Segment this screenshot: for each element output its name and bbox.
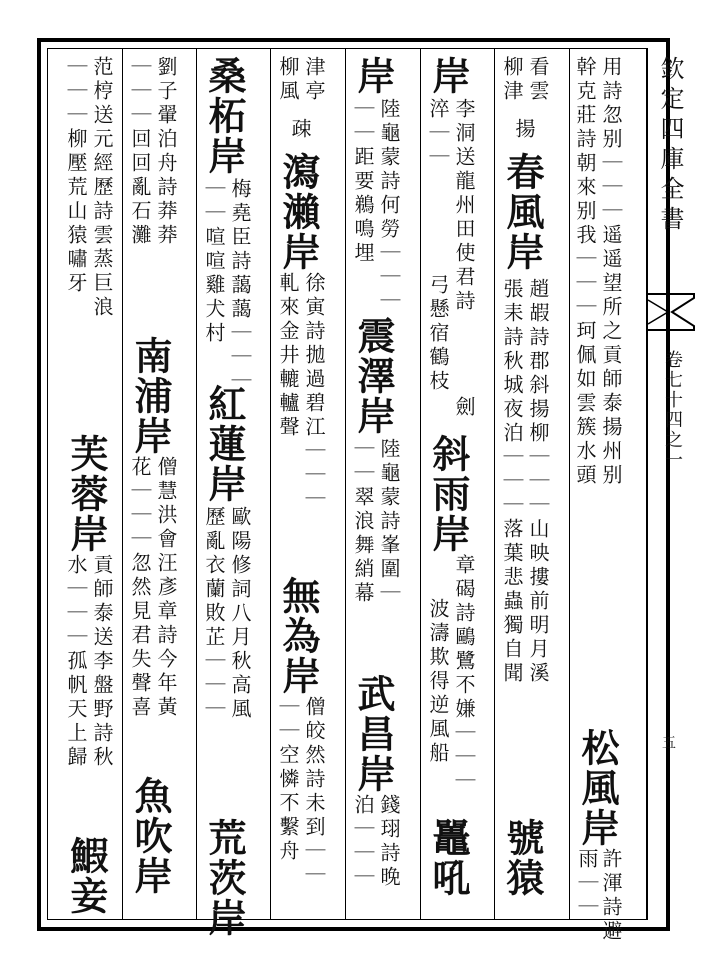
- column-rule: [270, 49, 271, 919]
- text-line: ｜｜喧喧雞犬村: [202, 178, 226, 346]
- text-line: 劍: [452, 396, 476, 420]
- text-line: 弓懸宿鶴枝: [426, 274, 450, 394]
- text-column-2: [496, 56, 548, 912]
- text-line: 許渾詩避: [599, 848, 623, 944]
- text-line: 柳津: [500, 56, 524, 104]
- text-line: 淬｜｜: [426, 98, 450, 170]
- text-line: 錢珝詩晚: [377, 794, 401, 890]
- text-column-7: [124, 56, 176, 912]
- text-column-1: [571, 56, 623, 944]
- text-line: 看雲: [526, 56, 550, 104]
- text-line: ｜｜翠浪舞綃幕: [351, 438, 375, 606]
- column-rule: [196, 49, 197, 919]
- column-rule: [122, 49, 123, 919]
- text-line: 泊｜｜｜: [351, 794, 375, 890]
- text-line: 花｜｜｜忽然見君失聲喜: [128, 456, 152, 720]
- text-column-4: [347, 56, 399, 912]
- margin-separator: [646, 48, 648, 920]
- text-line: ｜｜｜柳壓荒山猿嘯牙: [64, 56, 88, 296]
- entry-heading: 桑柘岸: [202, 56, 247, 176]
- entry-heading: 春風岸: [500, 152, 545, 272]
- text-line: 李洞送龍州田使君詩: [452, 98, 476, 314]
- text-column-5: [272, 56, 324, 912]
- entry-heading: 南浦岸: [128, 336, 173, 456]
- text-line: 用詩忽别｜｜｜遥遥望所之貢師泰揚州别: [599, 56, 623, 488]
- text-line: 僧皎然詩未到｜｜: [302, 696, 326, 888]
- text-line: 章碣詩鷗鷺不嫌｜｜｜: [452, 554, 476, 794]
- text-line: 徐寅詩拋過碧江｜｜｜: [302, 272, 326, 512]
- text-line: 水｜｜｜孤帆天上歸: [64, 554, 88, 770]
- entry-heading: 魚吹岸: [128, 776, 173, 896]
- entry-heading: 號猿: [500, 818, 545, 898]
- text-line: 趙嘏詩郡斜揚柳｜｜｜山映摟前明月溪: [526, 278, 550, 686]
- text-line: 津亭: [302, 56, 326, 104]
- entry-heading: 斜雨岸: [426, 434, 471, 554]
- text-line: ｜｜距要鵜鳴埋: [351, 98, 375, 266]
- text-line: 僧慧洪會汪彥章詩今年黃: [154, 456, 178, 720]
- text-line: 劉子翬泊舟詩莽莽: [154, 56, 178, 248]
- text-line: 疎: [288, 118, 312, 142]
- entry-heading: 岸: [351, 56, 396, 96]
- text-line: 雨｜｜: [575, 848, 599, 920]
- text-line: 幹克莊詩朝來别我｜｜｜珂佩如雲簇水頭: [573, 56, 597, 488]
- page-number: 五: [660, 735, 676, 749]
- entry-heading: 芙蓉岸: [64, 434, 109, 554]
- text-line: ｜｜空憐不繫舟: [276, 696, 300, 864]
- entry-heading: 瀉瀨岸: [276, 152, 321, 272]
- entry-heading: 無為岸: [276, 576, 321, 696]
- entry-heading: 鰕妾: [64, 836, 109, 916]
- column-rule: [420, 49, 421, 919]
- text-line: 梅堯臣詩藹藹｜｜｜: [228, 178, 252, 394]
- text-column-3: [422, 56, 474, 912]
- entry-heading: 岸: [426, 56, 471, 96]
- text-line: 歷亂衣蘭敗芷｜｜｜: [202, 506, 226, 722]
- text-line: 軋來金井轆轤聲: [276, 272, 300, 440]
- entry-heading: 荒茨岸: [202, 818, 247, 938]
- fishtail-mark-icon: [646, 292, 696, 332]
- text-line: 揚: [512, 118, 536, 142]
- entry-heading: 震澤岸: [351, 316, 396, 436]
- text-line: 陸龜蒙詩峯圍｜: [377, 438, 401, 606]
- text-column-8: [60, 56, 114, 916]
- column-rule: [345, 49, 346, 919]
- text-line: 波濤欺得逆風船: [426, 598, 450, 766]
- text-line: 歐陽修詞八月秋高風: [228, 506, 252, 722]
- text-column-6: [198, 56, 252, 938]
- entry-heading: 紅蓮岸: [202, 384, 247, 504]
- text-line: 張耒詩秋城夜泊｜｜｜落葉悲蟲獨自聞: [500, 278, 524, 686]
- entry-heading: 松風岸: [575, 728, 620, 848]
- column-rule: [569, 49, 570, 919]
- text-line: ｜｜｜回回亂石灘: [128, 56, 152, 248]
- column-rule: [494, 49, 495, 919]
- text-line: 貢師泰送李盤野詩秋: [90, 554, 114, 770]
- juan-number: 卷七十四之一: [662, 350, 683, 470]
- entry-heading: 鼉吼: [426, 818, 471, 898]
- text-line: 陸龜蒙詩何勞｜｜｜: [377, 98, 401, 314]
- text-line: 范梈送元經歷詩雲蒸巨浪: [90, 56, 114, 320]
- text-line: 柳風: [276, 56, 300, 104]
- book-title: 欽定四庫全書: [656, 56, 684, 236]
- entry-heading: 武昌岸: [351, 674, 396, 794]
